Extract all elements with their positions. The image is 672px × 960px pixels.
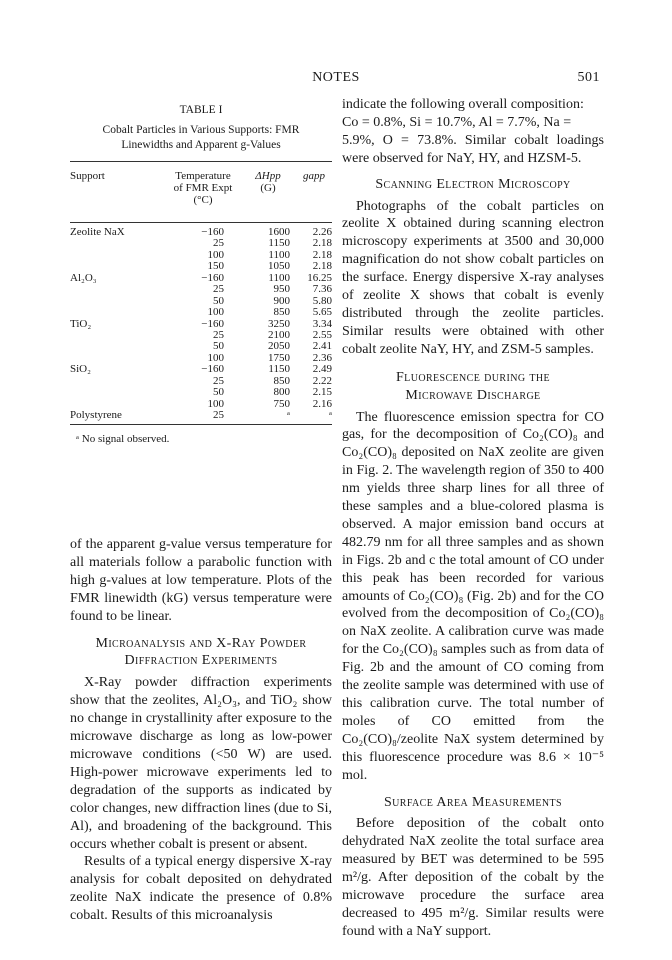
table-caption-line-1: Cobalt Particles in Various Supports: FMR	[102, 124, 300, 136]
paragraph-xray-diffraction: X-Ray powder diffraction experiments show that the zeolites, Al₂O₃, and TiO₂ show no change in crystallinity after exposure to the microwave discharge as long as low-power microwave conditions (<50 W) are used. High-power microwave experiments led to degradation of the supports as indicated by color changes, new diffraction lines (due to Si, Al), and broadening of the background. This occurs whether cobalt is present or absent.	[70, 675, 332, 852]
cell-linewidth: 1600	[268, 226, 290, 238]
cell-g-app: 2.18	[312, 260, 332, 273]
cell-temperature: 50	[213, 294, 224, 307]
cell-linewidth: 850	[273, 374, 290, 387]
composition-line-3: 5.9%, O = 73.8%. Similar cobalt loadings were observed for NaY, HY, and HZSM-5.	[342, 132, 604, 166]
right-column	[342, 96, 604, 941]
section-heading-microanalysis-line-2: Diffraction Experiments	[124, 653, 278, 669]
table-row	[70, 364, 332, 375]
cell-temperature: −160	[201, 226, 224, 238]
page-number: 501	[577, 70, 600, 85]
cell-linewidth: 1150	[268, 363, 290, 376]
col-header-support: Support	[70, 170, 105, 182]
cell-linewidth: 2100	[268, 328, 290, 341]
cell-g-app: 2.15	[312, 386, 332, 399]
cell-temperature: 25	[213, 283, 224, 296]
table-row	[70, 250, 332, 261]
cell-g-app: 2.41	[312, 340, 332, 353]
cell-temperature: −160	[201, 317, 224, 330]
cell-support: TiO₂	[70, 317, 92, 330]
cell-g-app: 2.16	[312, 397, 332, 410]
paragraph-fluorescence: The fluorescence emission spectra for CO gas, for the decomposition of Co₂(CO)₈ and Co₂(CO)₈ deposited on NaX zeolite are given in Fig. 2. The wavelength region of 350 to 400 nm yields three sharp lines for all three of these samples and a blue-colored plasma is observed. A major emission band occurs at 482.79 nm for all three samples and as shown in Figs. 2b and c the total amount of CO under this peak has been recorded for various amounts of Co₂(CO)₈ (Fig. 2b) and for the CO evolved from the decomposition of Co₂(CO)₈ on NaX zeolite. A calibration curve was made for the Co₂(CO)₈ samples such as from data of Fig. 2b and the amount of CO coming from the zeolite sample was determined with use of this calibration curve. The total number of moles of CO emitted from the Co₂(CO)₈/zeolite NaX system determined by this fluorescence procedure was 8.6 × 10⁻⁵ mol.	[342, 409, 604, 783]
table-caption-line-2: Linewidths and Apparent g-Values	[121, 139, 281, 151]
cell-temperature: 25	[213, 328, 224, 341]
section-heading-surface-area: Surface Area Measurements	[383, 794, 563, 810]
table-1	[70, 103, 332, 445]
cell-g-app: 3.34	[312, 317, 332, 330]
col-header-linewidth	[248, 170, 288, 194]
cell-temperature: 100	[207, 248, 224, 261]
table-top-rule	[70, 161, 332, 162]
table-row	[70, 376, 332, 387]
table-header	[70, 166, 332, 222]
table-caption	[70, 123, 332, 153]
cell-g-app: 5.80	[312, 294, 332, 307]
cell-temperature: 50	[213, 340, 224, 353]
cell-linewidth: 1150	[268, 237, 290, 250]
cell-temperature: −160	[201, 271, 224, 284]
cell-g-app: 2.49	[312, 363, 332, 376]
cell-temperature: 100	[207, 306, 224, 319]
cell-support: Zeolite NaX	[70, 226, 125, 238]
cell-temperature: 25	[213, 409, 224, 421]
section-heading-microanalysis	[70, 635, 332, 671]
col-header-temperature-line-3: (°C)	[193, 194, 213, 206]
cell-g-app: 2.18	[312, 237, 332, 250]
cell-g-app: ᵃ	[328, 409, 332, 421]
section-heading-sem: Scanning Electron Microscopy	[375, 176, 571, 192]
cell-g-app: 5.65	[312, 306, 332, 319]
table-row	[70, 341, 332, 352]
cell-linewidth: 3250	[268, 317, 290, 330]
table-label: TABLE I	[179, 104, 223, 116]
cell-support: Polystyrene	[70, 409, 122, 421]
cell-temperature: 25	[213, 237, 224, 250]
running-header-title: NOTES	[312, 70, 360, 85]
cell-linewidth: 800	[273, 386, 290, 399]
table-row	[70, 410, 332, 421]
cell-g-app: 2.18	[312, 248, 332, 261]
cell-temperature: 25	[213, 374, 224, 387]
section-heading-fluorescence-line-2: Microwave Discharge	[405, 387, 541, 403]
col-header-linewidth-line-2: (G)	[260, 182, 276, 194]
cell-g-app: 2.26	[312, 226, 332, 238]
table-row	[70, 387, 332, 398]
left-column	[70, 536, 332, 925]
section-heading-fluorescence	[342, 369, 604, 405]
cell-temperature: 50	[213, 386, 224, 399]
table-row	[70, 307, 332, 318]
cell-linewidth: 1100	[268, 271, 290, 284]
cell-linewidth: 950	[273, 283, 290, 296]
composition-line-2: Co = 0.8%, Si = 10.7%, Al = 7.7%, Na =	[342, 114, 572, 130]
cell-linewidth: 900	[273, 294, 290, 307]
cell-linewidth: 1100	[268, 248, 290, 261]
cell-g-app: 2.36	[312, 351, 332, 364]
cell-linewidth: 1750	[268, 351, 290, 364]
table-body	[70, 223, 332, 424]
composition-line-1: indicate the following overall composition:	[342, 97, 584, 112]
cell-linewidth: ᵃ	[286, 409, 290, 421]
paragraph-g-value-temperature: of the apparent g-value versus temperature for all materials follow a parabolic function with high g-values at low temperature. Plots of the FMR linewidth (kG) versus temperature were found to be linear.	[70, 537, 332, 624]
cell-support: SiO₂	[70, 363, 91, 376]
cell-temperature: 100	[207, 397, 224, 410]
section-heading-fluorescence-line-1: Fluorescence during the	[396, 369, 550, 385]
table-row	[70, 319, 332, 330]
table-row	[70, 227, 332, 238]
col-header-temperature	[164, 170, 242, 206]
cell-temperature: −160	[201, 363, 224, 376]
cell-support: Al₂O₃	[70, 271, 97, 284]
table-row	[70, 330, 332, 341]
col-header-linewidth-line-1: ΔHpp	[255, 170, 281, 182]
cell-g-app: 2.22	[312, 374, 332, 387]
section-heading-microanalysis-line-1: Microanalysis and X-Ray Powder	[95, 635, 307, 651]
paragraph-surface-area: Before deposition of the cobalt onto dehydrated NaX zeolite the total surface area measured by BET was determined to be 595 m²/g. After deposition of the cobalt by the microwave procedure the surface area decreased to 495 m²/g. Similar results were found with a NaY support.	[342, 816, 604, 939]
cell-linewidth: 1050	[268, 260, 290, 273]
cell-linewidth: 2050	[268, 340, 290, 353]
cell-g-app: 16.25	[307, 271, 332, 284]
col-header-g-app: gapp	[303, 170, 325, 182]
cell-g-app: 7.36	[312, 283, 332, 296]
col-header-temperature-line-1: Temperature	[175, 170, 231, 182]
cell-linewidth: 850	[273, 306, 290, 319]
table-row	[70, 296, 332, 307]
cell-g-app: 2.55	[312, 328, 332, 341]
table-bottom-rule	[70, 424, 332, 425]
table-row	[70, 273, 332, 284]
table-row	[70, 238, 332, 249]
col-header-temperature-line-2: of FMR Expt	[173, 182, 233, 194]
table-row	[70, 284, 332, 295]
paragraph-sem: Photographs of the cobalt particles on zeolite X obtained during scanning electron microscopy experiments at 3500 and 30,000 magnification do not show cobalt particles on the surface. Energy dispersive X-ray analyses of zeolite X shows that cobalt is evenly distributed through the zeolite particles. Similar results were obtained with other cobalt zeolite NaY, HY, and ZSM-5 samples.	[342, 198, 604, 357]
paragraph-energy-dispersive: Results of a typical energy dispersive X-ray analysis for cobalt deposited on dehydrated zeolite NaX indicate the presence of 0.8% cobalt. Results of this microanalysis	[70, 854, 332, 924]
cell-temperature: 150	[207, 260, 224, 273]
cell-linewidth: 750	[273, 397, 290, 410]
cell-temperature: 100	[207, 351, 224, 364]
table-footnote: ᵃ No signal observed.	[76, 433, 170, 446]
